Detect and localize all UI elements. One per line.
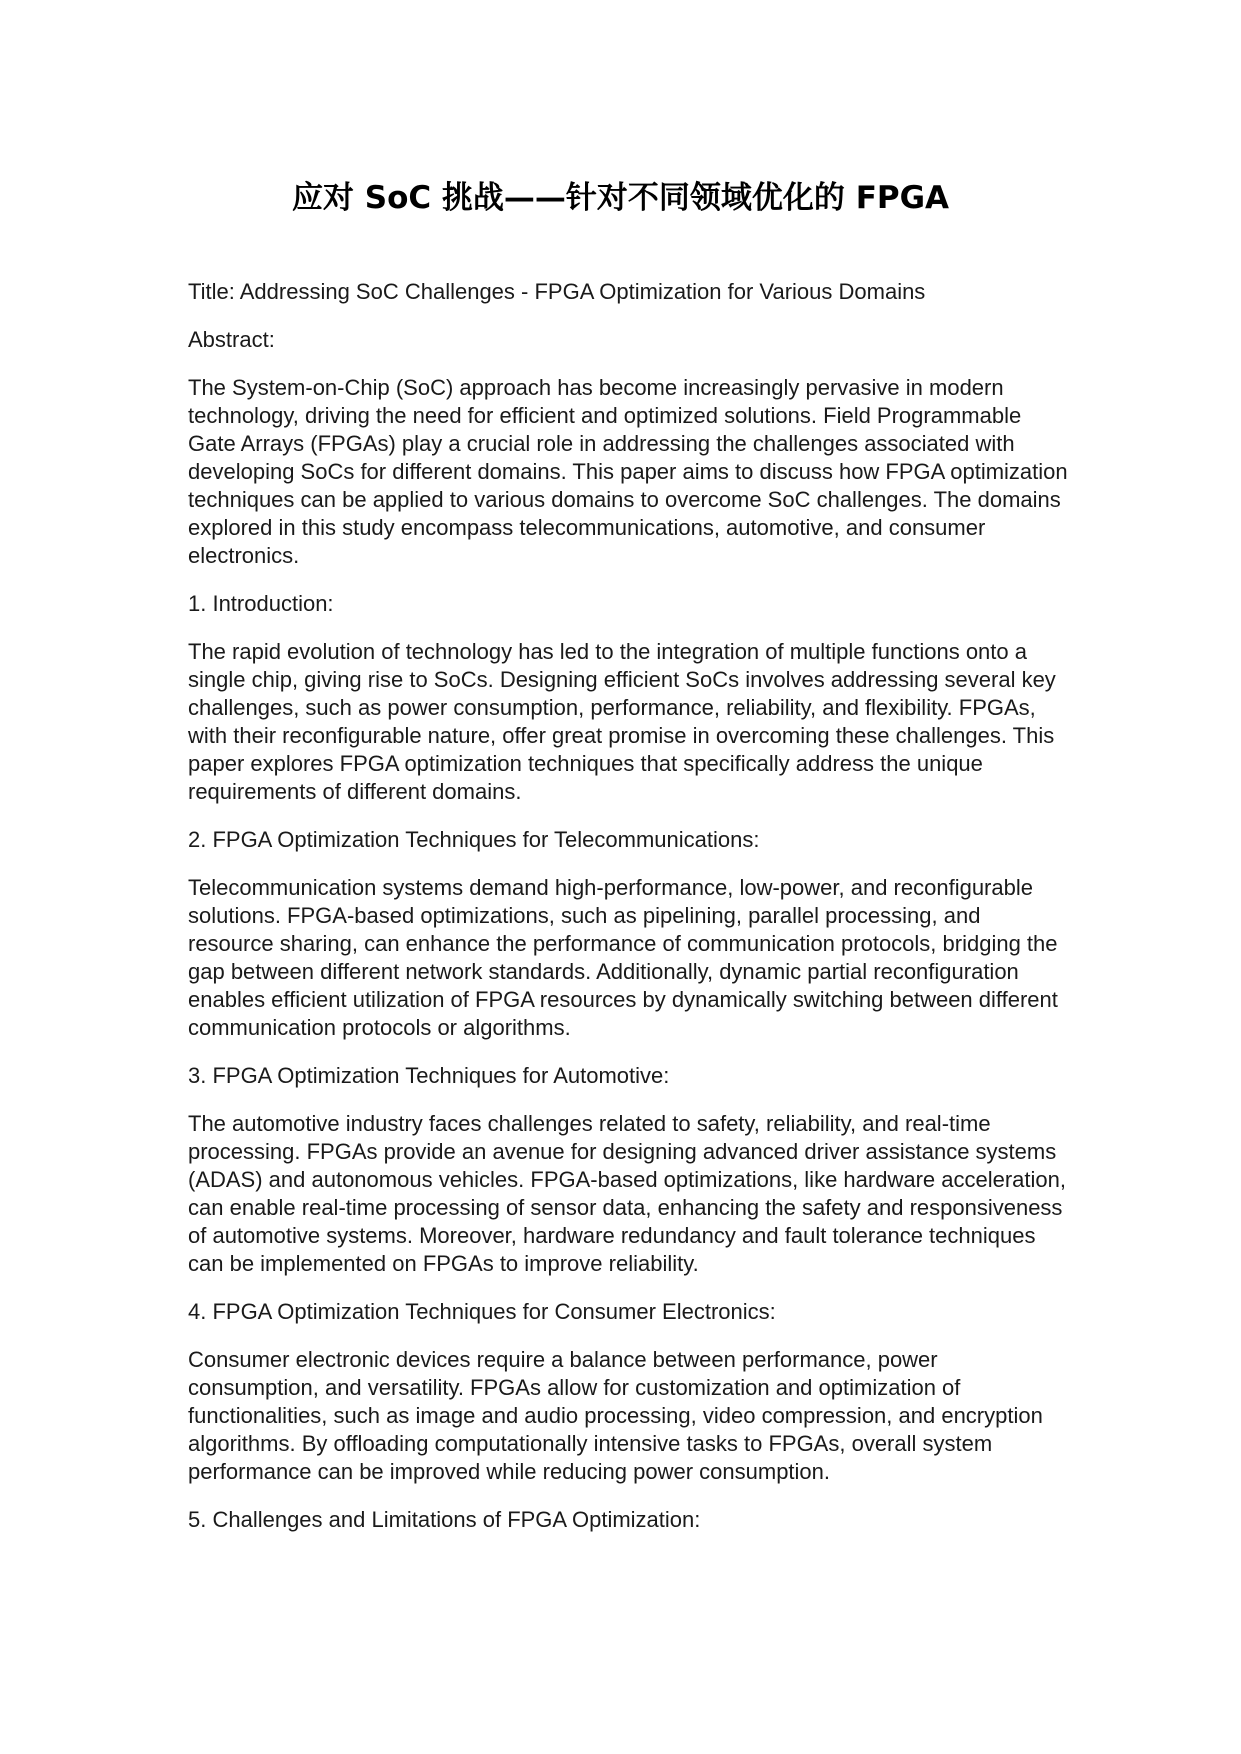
section-heading-introduction: 1. Introduction: — [188, 591, 334, 616]
section-heading-telecommunications: 2. FPGA Optimization Techniques for Telecommunications: — [188, 827, 760, 852]
section-paragraph-automotive: The automotive industry faces challenges related to safety, reliability, and real-time processing. FPGAs provide an avenue for designing advanced driver assistance systems (ADAS) and autonomous vehicles. FPGA-based optimizations, like hardware acceleration, can enable real-time processing of sensor data, enhancing the safety and responsiveness of automotive systems. Moreover, hardware redundancy and fault tolerance techniques can be implemented on FPGAs to improve reliability. — [188, 1111, 1066, 1276]
section-heading-consumer-electronics: 4. FPGA Optimization Techniques for Consumer Electronics: — [188, 1299, 776, 1324]
section-paragraph-telecommunications: Telecommunication systems demand high-performance, low-power, and reconfigurable solutions. FPGA-based optimizations, such as pipelining, parallel processing, and resource sharing, can enhance the performance of communication protocols, bridging the gap between different network standards. Additionally, dynamic partial reconfiguration enables efficient utilization of FPGA resources by dynamically switching between different communication protocols or algorithms. — [188, 875, 1058, 1040]
abstract-paragraph: The System-on-Chip (SoC) approach has become increasingly pervasive in modern technology, driving the need for efficient and optimized solutions. Field Programmable Gate Arrays (FPGAs) play a crucial role in addressing the challenges associated with developing SoCs for different domains. This paper aims to discuss how FPGA optimization techniques can be applied to various domains to overcome SoC challenges. The domains explored in this study encompass telecommunications, automotive, and consumer electronics. — [188, 375, 1068, 568]
title-line: Title: Addressing SoC Challenges - FPGA Optimization for Various Domains — [188, 279, 926, 304]
section-heading-challenges-limitations: 5. Challenges and Limitations of FPGA Optimization: — [188, 1507, 701, 1532]
document-body — [188, 278, 1068, 1554]
document-title: 应对 SoC 挑战——针对不同领域优化的 FPGA — [291, 180, 950, 216]
section-heading-automotive: 3. FPGA Optimization Techniques for Automotive: — [188, 1063, 670, 1088]
section-paragraph-introduction: The rapid evolution of technology has led to the integration of multiple functions onto a single chip, giving rise to SoCs. Designing efficient SoCs involves addressing several key challenges, such as power consumption, performance, reliability, and flexibility. FPGAs, with their reconfigurable nature, offer great promise in overcoming these challenges. This paper explores FPGA optimization techniques that specifically address the unique requirements of different domains. — [188, 639, 1056, 804]
abstract-heading: Abstract: — [188, 327, 275, 352]
section-paragraph-consumer-electronics: Consumer electronic devices require a balance between performance, power consumption, and versatility. FPGAs allow for customization and optimization of functionalities, such as image and audio processing, video compression, and encryption algorithms. By offloading computationally intensive tasks to FPGAs, overall system performance can be improved while reducing power consumption. — [188, 1347, 1043, 1484]
